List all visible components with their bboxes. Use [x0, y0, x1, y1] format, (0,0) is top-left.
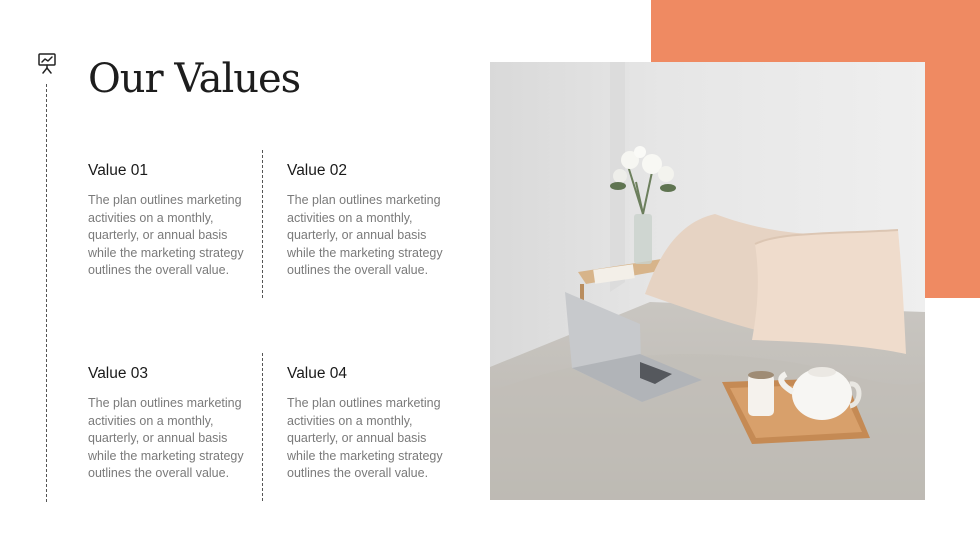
- value-heading: Value 02: [287, 162, 348, 179]
- page-title: Our Values: [88, 56, 301, 102]
- left-divider: [46, 84, 47, 502]
- bedroom-photo: [490, 62, 925, 500]
- value-description: The plan outlines marketing activities on a monthly, quarterly, or annual basis while the marketing strategy outlines the overall value.: [287, 396, 443, 481]
- value-heading: Value 03: [88, 365, 149, 382]
- value-card-3: [88, 365, 258, 483]
- value-description: The plan outlines marketing activities on a monthly, quarterly, or annual basis while the marketing strategy outlines the overall value.: [88, 193, 244, 278]
- value-heading: Value 01: [88, 162, 149, 179]
- value-card-4: [287, 365, 457, 483]
- column-divider-top: [262, 150, 263, 298]
- value-card-2: [287, 162, 457, 280]
- value-card-1: [88, 162, 258, 280]
- value-description: The plan outlines marketing activities on a monthly, quarterly, or annual basis while the marketing strategy outlines the overall value.: [88, 396, 244, 481]
- value-description: The plan outlines marketing activities on a monthly, quarterly, or annual basis while the marketing strategy outlines the overall value.: [287, 193, 443, 278]
- value-heading: Value 04: [287, 365, 348, 382]
- column-divider-bottom: [262, 353, 263, 501]
- presentation-chart-icon: [37, 52, 57, 74]
